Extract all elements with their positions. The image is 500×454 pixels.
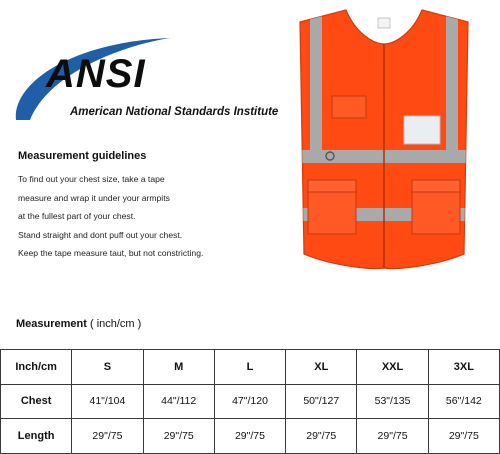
size-header: L [214,350,285,385]
reflective-strap-left [310,10,322,160]
table-cell: 44"/112 [143,384,214,419]
size-header: XXL [357,350,428,385]
safety-vest-image [286,4,482,282]
table-cell: 29"/75 [357,419,428,454]
table-cell: 29"/75 [286,419,357,454]
table-row [1,384,500,419]
guideline-line: measure and wrap it under your armpits [18,192,170,203]
size-header: XL [286,350,357,385]
table-cell: 29"/75 [214,419,285,454]
guideline-line: Stand straight and dont puff out your chest. [18,229,183,240]
measurement-title-bold: Measurement [16,318,87,330]
size-header: M [143,350,214,385]
measurement-title-unit: ( inch/cm ) [86,318,142,330]
size-header: 3XL [428,350,499,385]
table-cell: 41"/104 [72,384,143,419]
table-corner-cell: Inch/cm [1,350,72,385]
table-cell: 47"/120 [214,384,285,419]
guidelines-text [18,170,203,263]
logo-subtitle: American National Standards Institute [70,106,279,118]
guidelines-title: Measurement guidelines [18,150,147,162]
table-cell: 29"/75 [428,419,499,454]
size-chart-table [0,349,500,454]
table-header-row [1,350,500,385]
vest-id-pocket [404,116,440,144]
vest-neck-label [378,18,390,28]
guideline-line: Keep the tape measure taut, but not constricting. [18,248,204,259]
table-cell: 50"/127 [286,384,357,419]
table-cell: 53"/135 [357,384,428,419]
table-cell: 29"/75 [143,419,214,454]
guideline-line: To find out your chest size, take a tape [18,174,165,184]
reflective-strap-right [446,10,458,160]
measurement-title [16,318,141,330]
logo-word: ANSI [46,52,146,96]
guideline-line: at the fullest part of your chest. [18,211,136,222]
vest-pocket-chest [332,96,366,118]
table-cell: 29"/75 [72,419,143,454]
row-label-length: Length [1,419,72,454]
row-label-chest: Chest [1,384,72,419]
size-header: S [72,350,143,385]
table-cell: 56"/142 [428,384,499,419]
table-row [1,419,500,454]
